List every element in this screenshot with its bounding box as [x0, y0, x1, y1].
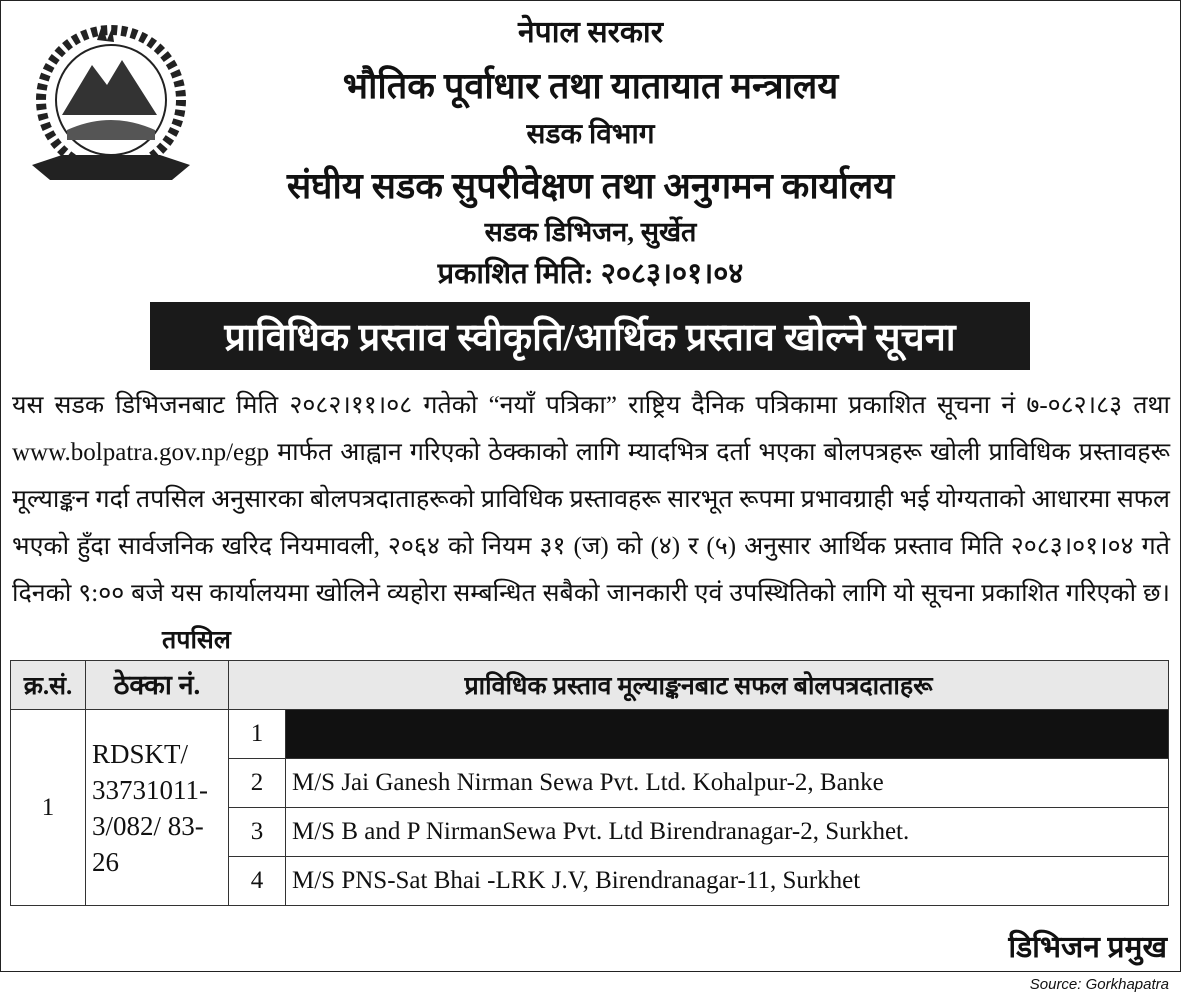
cell-sn: 1: [11, 710, 86, 906]
header-contract-no: ठेक्का नं.: [86, 661, 229, 710]
notice-body: [12, 382, 1170, 664]
ministry-name: भौतिक पूर्वाधार तथा यातायात मन्त्रालय: [342, 66, 839, 106]
division-name: सडक डिभिजन, सुर्खेत: [484, 217, 697, 247]
bidder-name: M/S PNS-Sat Bhai -LRK J.V, Birendranagar-11, Surkhet: [286, 857, 1169, 906]
published-date: प्रकाशित मिति: २०८३।०१।०४: [437, 258, 744, 290]
bidder-no: 3: [229, 808, 286, 857]
notice-title-banner: प्राविधिक प्रस्ताव स्वीकृति/आर्थिक प्रस्ताव खोल्ने सूचना: [150, 302, 1030, 370]
department-name: सडक विभाग: [526, 119, 655, 150]
bidder-no: 4: [229, 857, 286, 906]
table-header-row: [11, 661, 1169, 710]
office-name: संघीय सडक सुपरीवेक्षण तथा अनुगमन कार्यालय: [286, 166, 895, 206]
bidder-no: 1: [229, 710, 286, 759]
body-text: यस सडक डिभिजनबाट मिति २०८२।११।०८ गतेको “नयाँ पत्रिका” राष्ट्रिय दैनिक पत्रिकामा प्रकाशित सूचना नं ७-०८२।८३ तथा www.bolpatra.gov.np/egp मार्फत आह्वान गरिएको ठेक्काको लागि म्यादभित्र दर्ता भएका बोलपत्रहरू खोली प्राविधिक प्रस्तावहरू मूल्याङ्कन गर्दा तपसिल अनुसारका बोलपत्रदाताहरूको प्राविधिक प्रस्तावहरू सारभूत रूपमा प्रभावग्राही भई योग्यताको आधारमा सफल भएको हुँदा सार्वजनिक खरिद नियमावली, २०६४ को नियम ३१ (ज) को (४) र (५) अनुसार आर्थिक प्रस्ताव मिति २०८३।०१।०४ गते दिनको ९:०० बजे यस कार्यालयमा खोलिने व्यहोरा सम्बन्धित सबैको जानकारी एवं उपस्थितिको लागि यो सूचना प्रकाशित गरिएको छ।: [12, 392, 1170, 607]
tapsil-label: तपसिल: [162, 627, 231, 654]
bidder-name: M/S Jai Ganesh Nirman Sewa Pvt. Ltd. Kohalpur-2, Banke: [286, 759, 1169, 808]
bidder-name: M/S B and P NirmanSewa Pvt. Ltd Birendranagar-2, Surkhet.: [286, 808, 1169, 857]
source-credit: Source: Gorkhapatra: [1029, 976, 1169, 993]
signer-title: डिभिजन प्रमुख: [1008, 931, 1167, 964]
bidders-table: [10, 660, 1169, 906]
header-sn: क्र.सं.: [11, 661, 86, 710]
cell-contract-no: RDSKT/ 33731011- 3/082/ 83-26: [86, 710, 229, 906]
bidder-no: 2: [229, 759, 286, 808]
table-row: [11, 710, 1169, 759]
bidder-name-redacted: [286, 710, 1169, 759]
government-name: नेपाल सरकार: [518, 16, 663, 49]
header-bidders: प्राविधिक प्रस्ताव मूल्याङ्कनबाट सफल बोलपत्रदाताहरू: [229, 661, 1169, 710]
